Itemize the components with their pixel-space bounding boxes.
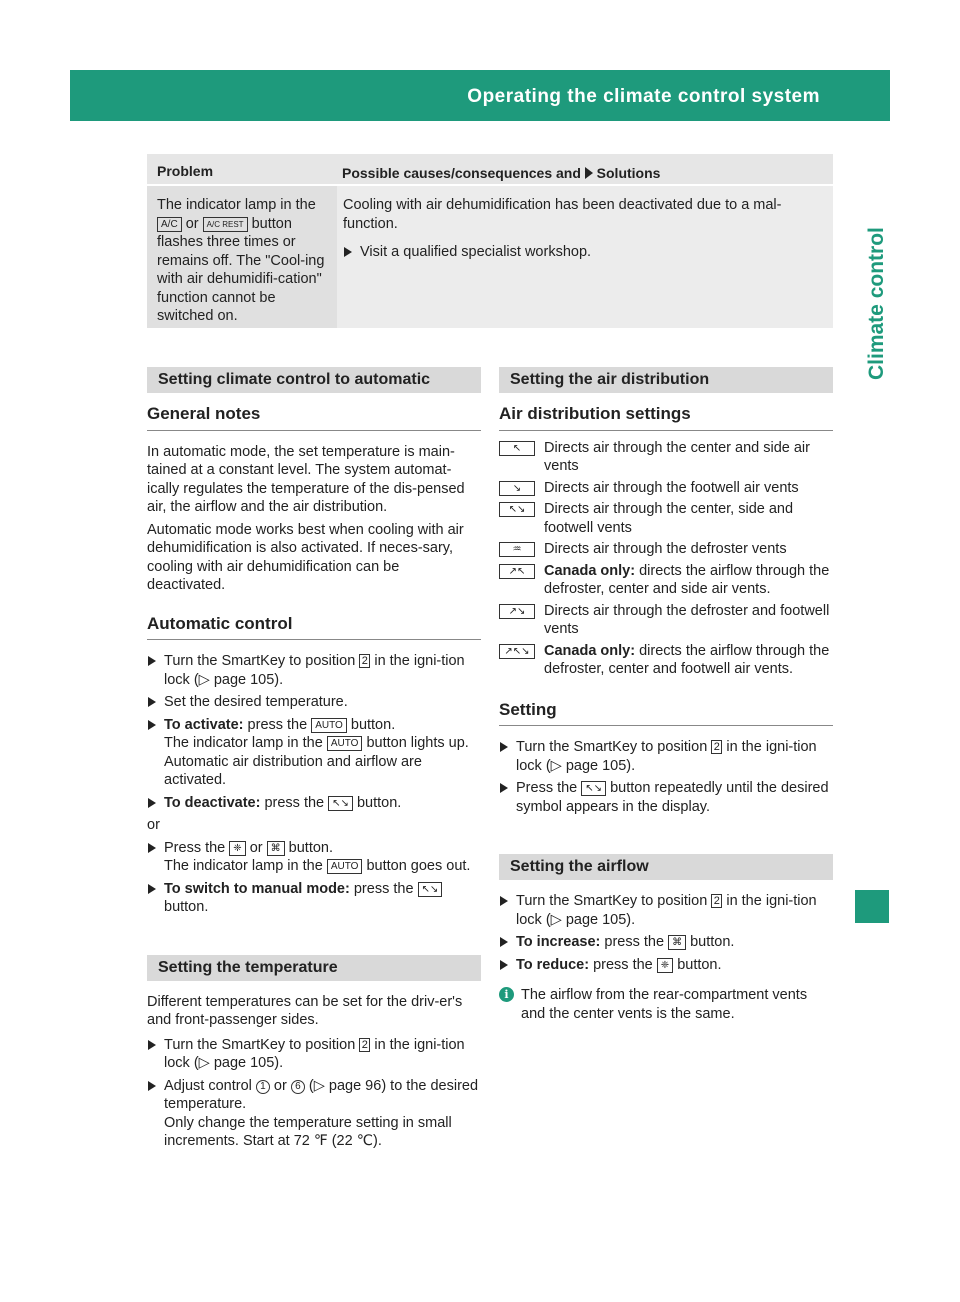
- step-arrow-icon: [148, 697, 156, 707]
- section-title-automatic: Setting climate control to automatic: [147, 367, 481, 393]
- subhead-setting: Setting: [499, 701, 833, 727]
- side-tab-marker: [855, 890, 889, 923]
- solution-step: Visit a qualified specialist workshop.: [343, 243, 827, 262]
- step: Turn the SmartKey to position 2 in the igni-tion lock (▷ page 105).: [147, 1036, 481, 1073]
- step-arrow-icon: [500, 742, 508, 752]
- key-position-icon: 2: [359, 1038, 370, 1052]
- step: Turn the SmartKey to position 2 in the igni-tion lock (▷ page 105).: [147, 652, 481, 689]
- vent-defroster-center-side-icon: ↗↖: [499, 564, 535, 579]
- or-text: or: [147, 817, 160, 833]
- section-title-airflow: Setting the airflow: [499, 854, 833, 880]
- right-column: [499, 367, 833, 1023]
- subhead-general-notes: General notes: [147, 405, 481, 431]
- step: Press the ↖↘ button repeatedly until the desired symbol appears in the display.: [499, 779, 833, 816]
- air-distribution-list: [499, 439, 833, 679]
- key-position-icon: 2: [711, 740, 722, 754]
- cause-cell: Cooling with air dehumidification has been deactivated due to a mal-function. Visit a qualified specialist workshop.: [337, 186, 833, 328]
- ac-rest-button-icon: A/C REST: [203, 217, 248, 232]
- step-arrow-icon: [148, 1081, 156, 1091]
- section-title-temperature: Setting the temperature: [147, 955, 481, 981]
- step-arrow-icon: [344, 247, 352, 257]
- table-header: [147, 154, 833, 186]
- key-position-icon: 2: [711, 894, 722, 908]
- step: Turn the SmartKey to position 2 in the igni-tion lock (▷ page 105).: [499, 738, 833, 775]
- step: To activate: press the AUTO button. The indicator lamp in the AUTO button lights up. Automatic air distribution and airflow are activated.: [147, 716, 481, 790]
- header-problem: Problem: [157, 163, 214, 179]
- page-header: [70, 70, 936, 121]
- control-6-icon: 6: [291, 1080, 305, 1094]
- auto-button-icon: AUTO: [311, 718, 347, 733]
- step: To increase: press the ⌘ button.: [499, 933, 833, 952]
- air-distribution-button-icon: ↖↘: [581, 781, 606, 796]
- paragraph: In automatic mode, the set temperature is main-tained at a constant level. The system automat-ically regulates the temperature of the dis-pensed air, the airflow and the air distribution.: [147, 443, 465, 515]
- fan-low-button-icon: ❈: [229, 841, 245, 856]
- step-arrow-icon: [148, 656, 156, 666]
- step: To switch to manual mode: press the ↖↘ button.: [147, 880, 481, 917]
- header-title: Operating the climate control system: [467, 86, 820, 107]
- step-arrow-icon: [148, 884, 156, 894]
- vent-footwell-icon: ↘: [499, 481, 535, 496]
- auto-button-icon: AUTO: [327, 859, 363, 874]
- list-item: ↗↖ Canada only: directs the airflow through the defroster, center and side air vents.: [499, 562, 833, 599]
- fan-high-button-icon: ⌘: [668, 935, 686, 950]
- vent-center-side-footwell-icon: ↖↘: [499, 502, 535, 517]
- step: Adjust control 1 or 6 (▷ page 96) to the desired temperature. Only change the temperature setting in small increments. Start at 72 ℉ (22 ℃).: [147, 1077, 481, 1151]
- ac-button-icon: A/C: [157, 217, 182, 232]
- list-item: ↖ Directs air through the center and side air vents: [499, 439, 833, 476]
- step-arrow-icon: [148, 798, 156, 808]
- list-item: ↘ Directs air through the footwell air vents: [499, 479, 833, 498]
- fan-low-button-icon: ❈: [657, 958, 673, 973]
- vent-center-side-icon: ↖: [499, 441, 535, 456]
- step-arrow-icon: [148, 843, 156, 853]
- vent-defroster-footwell-icon: ↗↘: [499, 604, 535, 619]
- list-item: ↗↘ Directs air through the defroster and footwell vents: [499, 602, 833, 639]
- paragraph: Different temperatures can be set for the driv-er's and front-passenger sides.: [147, 993, 463, 1028]
- section-title-air-distribution: Setting the air distribution: [499, 367, 833, 393]
- problem-table: [147, 154, 833, 328]
- info-icon: i: [499, 987, 514, 1002]
- header-divider: [900, 70, 902, 121]
- air-distribution-button-icon: ↖↘: [328, 796, 353, 811]
- header-causes: Possible causes/consequences and Solutions: [342, 165, 661, 181]
- table-row: [147, 186, 833, 328]
- step-arrow-icon: [148, 1040, 156, 1050]
- control-1-icon: 1: [256, 1080, 270, 1094]
- list-item: ↖↘ Directs air through the center, side and footwell vents: [499, 500, 833, 537]
- step: Press the ❈ or ⌘ button. The indicator lamp in the AUTO button goes out.: [147, 839, 481, 876]
- key-position-icon: 2: [359, 654, 370, 668]
- side-tab-label: Climate control: [865, 227, 888, 380]
- arrow-right-icon: [585, 167, 593, 179]
- vent-defroster-center-footwell-icon: ↗↖↘: [499, 644, 535, 659]
- problem-cell: The indicator lamp in the A/C or A/C REST button flashes three times or remains off. The "Cool-ing with air dehumidifi-cation" function cannot be switched on.: [147, 186, 337, 328]
- auto-button-icon: AUTO: [327, 736, 363, 751]
- step-arrow-icon: [500, 937, 508, 947]
- list-item: ♒ Directs air through the defroster vents: [499, 540, 833, 559]
- info-note: i The airflow from the rear-compartment vents and the center vents is the same.: [499, 986, 833, 1023]
- step-arrow-icon: [500, 960, 508, 970]
- paragraph: Automatic mode works best when cooling with air dehumidification is also activated. If neces-sary, cooling with air dehumidification can be deactivated.: [147, 521, 464, 593]
- step: To deactivate: press the ↖↘ button.: [147, 794, 481, 813]
- step-arrow-icon: [500, 896, 508, 906]
- subhead-automatic-control: Automatic control: [147, 615, 481, 641]
- list-item: ↗↖↘ Canada only: directs the airflow through the defroster, center and footwell air vents.: [499, 642, 833, 679]
- step: Turn the SmartKey to position 2 in the igni-tion lock (▷ page 105).: [499, 892, 833, 929]
- page-number: 99: [915, 87, 936, 107]
- air-distribution-button-icon: ↖↘: [418, 882, 443, 897]
- step-arrow-icon: [148, 720, 156, 730]
- step-arrow-icon: [500, 783, 508, 793]
- step: To reduce: press the ❈ button.: [499, 956, 833, 975]
- left-column: [147, 367, 481, 1151]
- fan-high-button-icon: ⌘: [267, 841, 285, 856]
- subhead-air-distribution-settings: Air distribution settings: [499, 405, 833, 431]
- vent-defroster-icon: ♒: [499, 542, 535, 557]
- step: Set the desired temperature.: [147, 693, 481, 712]
